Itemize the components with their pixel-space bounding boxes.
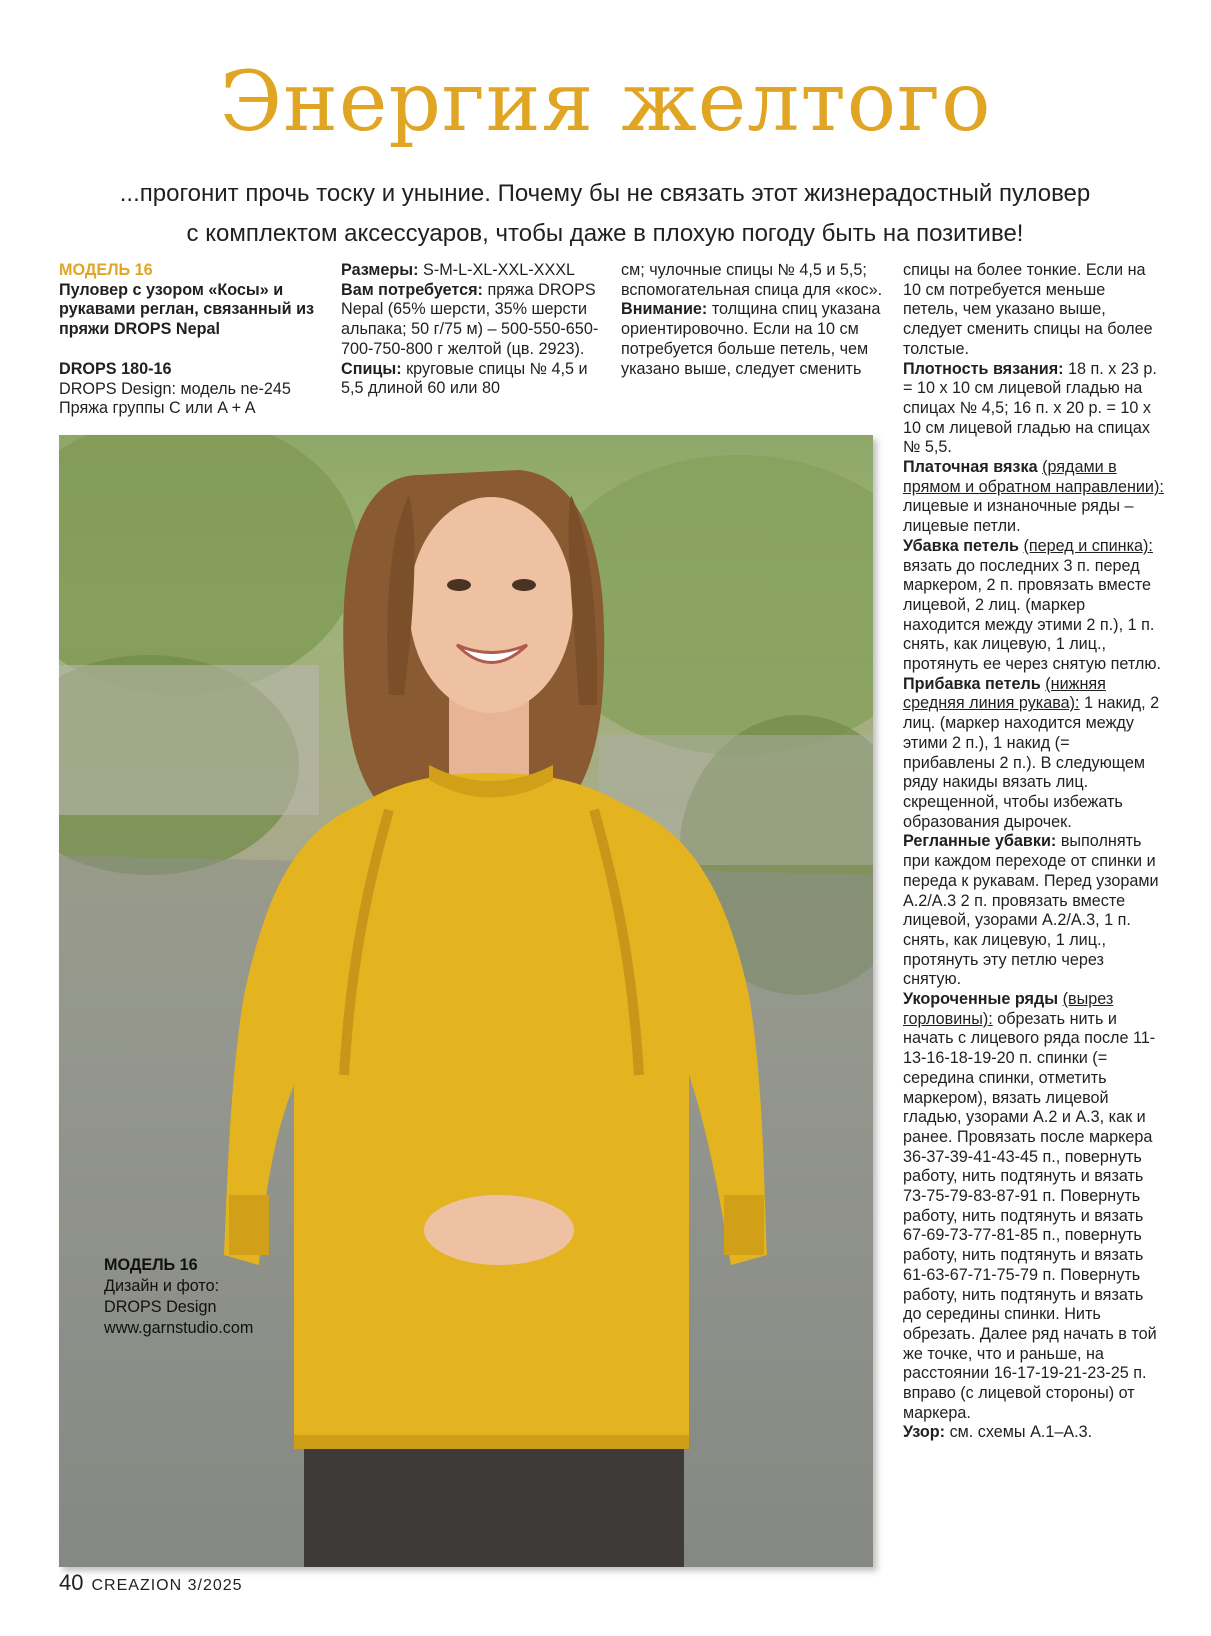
column-3: [621, 261, 883, 379]
photo-illustration: [59, 435, 873, 1567]
needles-paragraph: Спицы: круговые спицы № 4,5 и 5,5 длиной 60 или 80: [341, 359, 588, 398]
page-title: Энергия желтого: [219, 55, 992, 150]
page-number: 40: [59, 1570, 84, 1595]
caption-line-2: DROPS Design: [104, 1298, 217, 1316]
column-2: [341, 261, 603, 399]
magazine-issue: CREAZION 3/2025: [91, 1577, 243, 1594]
model-label: МОДЕЛЬ 16: [59, 261, 153, 279]
design-credit: DROPS Design: модель ne-245: [59, 379, 291, 398]
column-4: [903, 261, 1165, 1443]
caption-line-1: Дизайн и фото:: [104, 1277, 220, 1295]
pattern-paragraph: Узор: см. схемы A.1–A.3.: [903, 1423, 1093, 1442]
subtitle-line-2: с комплектом аксессуаров, чтобы даже в плохую погоду быть на позитиве!: [186, 220, 1024, 247]
column-1: [59, 261, 321, 419]
materials-paragraph: Вам потребуется: пряжа DROPS Nepal (65% шерсти, 35% шерсти альпака; 50 г/75 м) – 500-550-650-700-750-800 г желтой (цв. 2923).: [341, 280, 599, 358]
raglan-paragraph: Регланные убавки: выполнять при каждом переходе от спинки и переда к рукавам. Перед узорами A.2/A.3 2 п. провязать вместе лицевой, узорами A.2/A.3, 1 п. снять, как лицевую, 1 лиц., протянуть эту петлю через снятую.: [903, 832, 1159, 989]
subtitle-line-1: ...прогонит прочь тоску и уныние. Почему бы не связать этот жизнерадостный пуловер: [119, 180, 1091, 207]
page-footer: [59, 1570, 243, 1596]
yarn-group: Пряжа группы C или A + A: [59, 399, 256, 418]
decrease-paragraph: Убавка петель (перед и спинка): вязать до последних 3 п. перед маркером, 2 п. провязать вместе лицевой, 2 лиц. (маркер находится между этими 2 п.), 1 п. снять, как лицевую, 1 лиц., протянуть ее через снятую петлю.: [903, 536, 1161, 674]
increase-paragraph: Прибавка петель (нижняя средняя линия рукава): 1 накид, 2 лиц. (маркер находится между этими 2 п.), 1 накид (= прибавлены 2 п.). В следующем ряду накиды вязать лиц. скрещенной, чтобы избежать образования дырочек.: [903, 674, 1160, 831]
needles-continued: см; чулочные спицы № 4,5 и 5,5; вспомогательная спица для «кос».: [621, 261, 883, 299]
attention-paragraph: Внимание: толщина спиц указана ориентировочно. Если на 10 см потребуется больше петель, чем указано выше, следует сменить: [621, 300, 881, 378]
sizes-paragraph: Размеры: S-M-L-XL-XXL-XXXL: [341, 261, 576, 279]
model-heading: Пуловер с узором «Косы» и рукавами реглан, связанный из пряжи DROPS Nepal: [59, 280, 315, 339]
model-code: DROPS 180-16: [59, 359, 172, 378]
garter-paragraph: Платочная вязка (рядами в прямом и обратном направлении): лицевые и изнаночные ряды – лицевые петли.: [903, 458, 1164, 536]
caption-model: МОДЕЛЬ 16: [104, 1256, 198, 1274]
subtitle: [60, 174, 1150, 254]
caption-line-3: www.garnstudio.com: [104, 1319, 254, 1337]
short-rows-paragraph: Укороченные ряды (вырез горловины): обрезать нить и начать с лицевого ряда после 11-13-16-18-19-20 п. спинки (= середина спинки, отметить маркером), вязать лицевой гладью, узорами A.2 и A.3, как и ранее. Провязать после маркера 36-37-39-41-43-45 п., повернуть работу, нить подтянуть и вязать 73-75-79-83-87-91 п. Повернуть работу, нить подтянуть и вязать 67-69-73-77-81-85 п., повернуть работу, нить подтянуть и вязать 61-63-67-71-75-79 п. Повернуть работу, нить подтянуть и вязать до середины спинки. Нить обрезать. Далее ряд начать в той же точке, что и раньше, на расстоянии 16-17-19-21-23-25 п. вправо (с лицевой стороны) от маркера.: [903, 990, 1157, 1422]
density-paragraph: Плотность вязания: 18 п. х 23 р. = 10 х 10 см лицевой гладью на спицах № 4,5; 16 п. х 20 р. = 10 х 10 см лицевой гладью на спицах № 5,5.: [903, 359, 1157, 457]
model-photo: [59, 435, 873, 1567]
attention-continued: спицы на более тонкие. Если на 10 см потребуется меньше петель, чем указано выше, следует сменить спицы на более толстые.: [903, 261, 1153, 358]
photo-caption: [104, 1255, 253, 1339]
